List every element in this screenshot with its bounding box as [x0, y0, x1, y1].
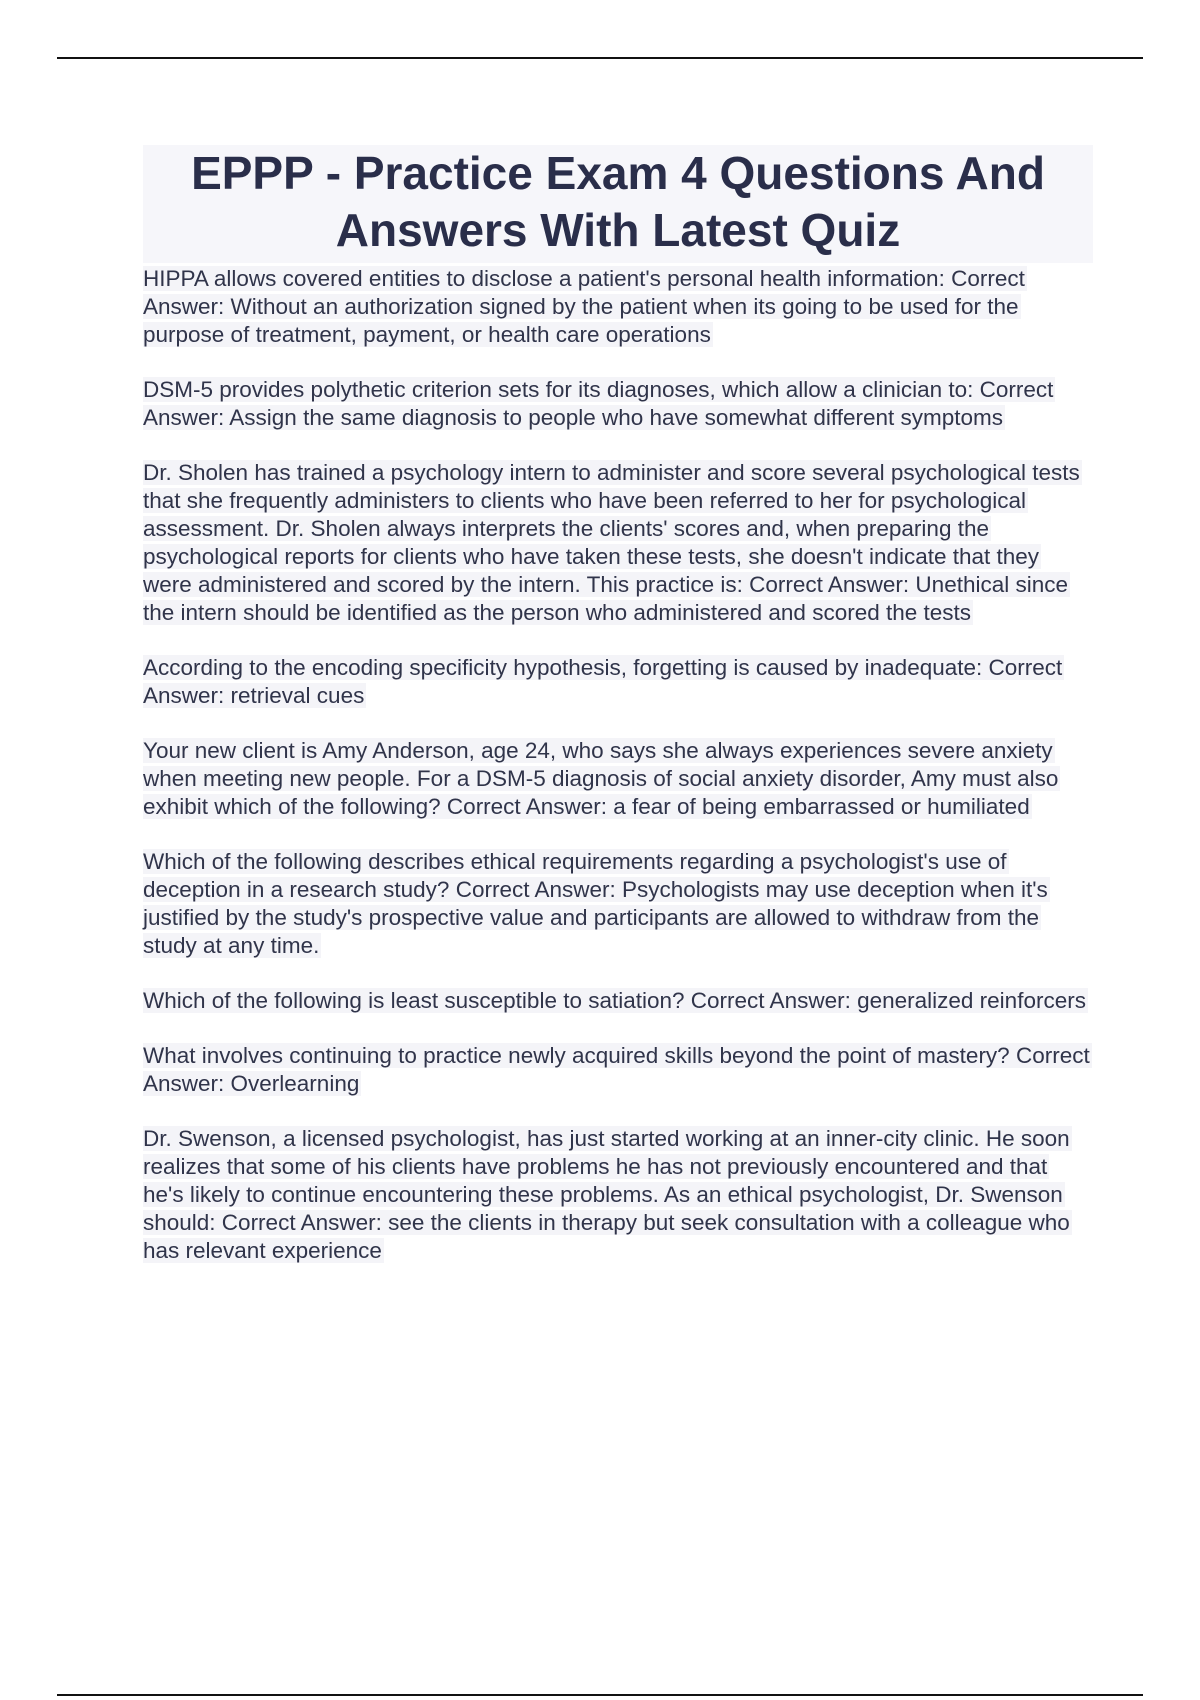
qa-item	[143, 265, 1093, 349]
page-title: EPPP - Practice Exam 4 Questions And Answers With Latest Quiz	[191, 147, 1045, 256]
qa-list	[143, 265, 1093, 1265]
qa-item-text: Which of the following describes ethical requirements regarding a psychologist's use of deception in a research study? Correct Answer: Psychologists may use deception when it's justified by the study's prospective value and participants are allowed to withdraw from the study at any time.	[143, 849, 1048, 958]
qa-item	[143, 1042, 1093, 1098]
qa-item	[143, 459, 1093, 627]
qa-item	[143, 654, 1093, 710]
qa-item-text: What involves continuing to practice newly acquired skills beyond the point of mastery? Correct Answer: Overlearning	[143, 1043, 1090, 1096]
qa-item	[143, 737, 1093, 821]
bottom-rule	[57, 1694, 1143, 1696]
qa-item	[143, 376, 1093, 432]
title-block	[143, 145, 1093, 263]
qa-item-text: Which of the following is least susceptible to satiation? Correct Answer: generalized reinforcers	[143, 988, 1086, 1013]
qa-item-text: HIPPA allows covered entities to disclose a patient's personal health information: Correct Answer: Without an authorization signed by the patient when its going to be used for the purpose of treatment, payment, or health care operations	[143, 266, 1025, 347]
qa-item-text: According to the encoding specificity hypothesis, forgetting is caused by inadequate: Correct Answer: retrieval cues	[143, 655, 1063, 708]
qa-item-text: Your new client is Amy Anderson, age 24, who says she always experiences severe anxiety when meeting new people. For a DSM-5 diagnosis of social anxiety disorder, Amy must also exhibit which of the following? Correct Answer: a fear of being embarrassed or humiliated	[143, 738, 1059, 819]
qa-item-text: Dr. Sholen has trained a psychology intern to administer and score several psychological tests that she frequently administers to clients who have been referred to her for psychological assessment. Dr. Sholen always interprets the clients' scores and, when preparing the psychological reports for clients who have taken these tests, she doesn't indicate that they were administered and scored by the intern. This practice is: Correct Answer: Unethical since the intern should be identified as the person who administered and scored the tests	[143, 460, 1080, 625]
qa-item	[143, 848, 1093, 960]
document-body	[143, 145, 1093, 1292]
qa-item	[143, 987, 1093, 1015]
qa-item-text: Dr. Swenson, a licensed psychologist, has just started working at an inner-city clinic. He soon realizes that some of his clients have problems he has not previously encountered and that he's likely to continue encountering these problems. As an ethical psychologist, Dr. Swenson should: Correct Answer: see the clients in therapy but seek consultation with a colleague who has relevant experience	[143, 1126, 1070, 1263]
qa-item	[143, 1125, 1093, 1265]
qa-item-text: DSM-5 provides polythetic criterion sets for its diagnoses, which allow a clinician to: Correct Answer: Assign the same diagnosis to people who have somewhat different symptoms	[143, 377, 1054, 430]
top-rule	[57, 57, 1143, 59]
